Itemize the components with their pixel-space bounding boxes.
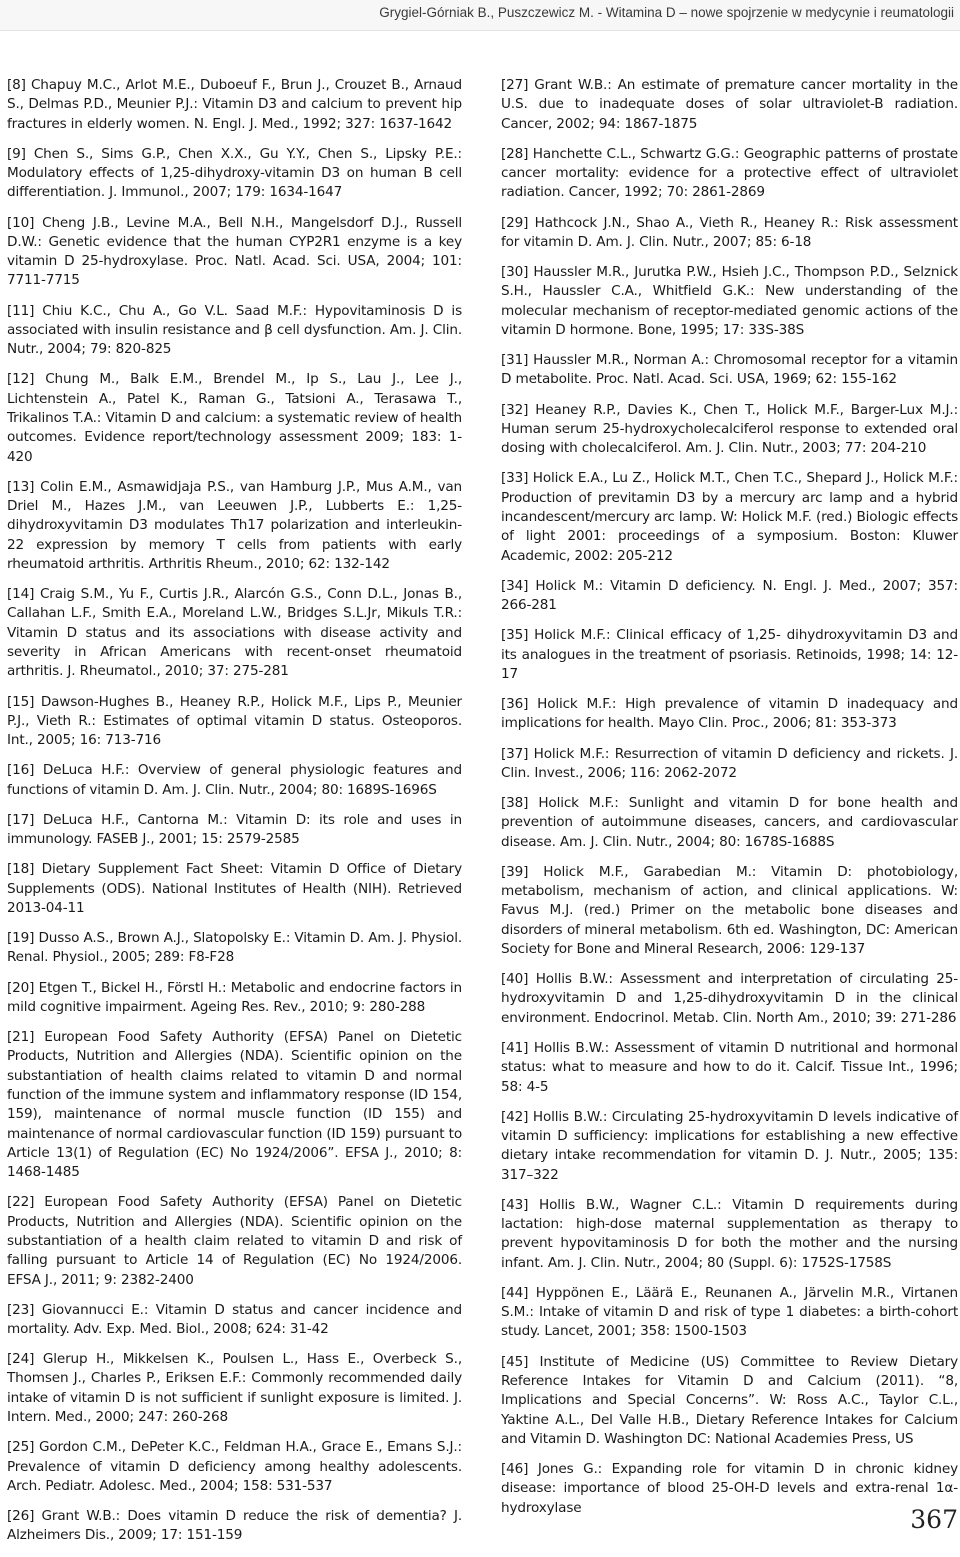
reference-item: [39] Holick M.F., Garabedian M.: Vitamin D: photobiology, metabolism, mechanism of action, and clinical applications. W: Favus M.J. (red.) Primer on the metabolic bone diseases and disorders of mineral metabolism. 6th ed. Washington, DC: American Society for Bone and Mineral Research, 2006: 129-137: [501, 863, 958, 957]
reference-item: [18] Dietary Supplement Fact Sheet: Vitamin D Office of Dietary Supplements (ODS). National Institutes of Health (NIH). Retrieved 2013-04-11: [7, 861, 462, 916]
reference-item: [35] Holick M.F.: Clinical efficacy of 1,25- dihydroxyvitamin D3 and its analogues in the treatment of psoriasis. Retinoids, 1998; 14: 12-17: [501, 627, 958, 682]
reference-item: [33] Holick E.A., Lu Z., Holick M.T., Chen T.C., Shepard J., Holick M.F.: Production of previtamin D3 by a mercury arc lamp and a hybrid incandescent/mercury arc lamp. W: Holick M.F. (red.) Biologic effects of light 2001: proceedings of a symposium. Boston: Kluwer Academic, 2002: 205-212: [501, 470, 958, 564]
reference-item: [14] Craig S.M., Yu F., Curtis J.R., Alarcón G.S., Conn D.L., Jonas B., Callahan L.F., Smith E.A., Moreland L.W., Bridges S.L.Jr, Mikuls T.R.: Vitamin D status and its associations with disease activity and severity in African Americans with recent-onset rheumatoid arthritis. J. Rheumatol., 2010; 37: 275-281: [7, 586, 462, 680]
references-column-right: [501, 76, 958, 1529]
reference-item: [45] Institute of Medicine (US) Committee to Review Dietary Reference Intakes for Vitamin D and Calcium (2011). “8, Implications and Special Concerns”. W: Ross A.C., Taylor C.L., Yaktine A.L., Del Valle H.B., Dietary Reference Intakes for Calcium and Vitamin D. Washington DC: National Academies Press, US: [501, 1353, 958, 1447]
reference-item: [37] Holick M.F.: Resurrection of vitamin D deficiency and rickets. J. Clin. Invest., 2006; 116: 2062-2072: [501, 745, 958, 781]
reference-item: [41] Hollis B.W.: Assessment of vitamin D nutritional and hormonal status: what to measure and how to do it. Calcif. Tissue Int., 1996; 58: 4-5: [501, 1039, 958, 1095]
reference-item: [42] Hollis B.W.: Circulating 25-hydroxyvitamin D levels indicative of vitamin D sufficiency: implications for establishing a new effective dietary intake recommendation for vitamin D. J. Nutr., 2005; 135: 317–322: [501, 1108, 958, 1183]
references-column-left: [7, 76, 462, 1557]
reference-item: [23] Giovannucci E.: Vitamin D status and cancer incidence and mortality. Adv. Exp. Med. Biol., 2008; 624: 31-42: [7, 1301, 462, 1337]
reference-item: [10] Cheng J.B., Levine M.A., Bell N.H., Mangelsdorf D.J., Russell D.W.: Genetic evidence that the human CYP2R1 enzyme is a key vitamin D 25-hydroxylase. Proc. Natl. Acad. Sci. USA, 2004; 101: 7711-7715: [7, 214, 462, 289]
reference-item: [25] Gordon C.M., DePeter K.C., Feldman H.A., Grace E., Emans S.J.: Prevalence of vitamin D deficiency among healthy adolescents. Arch. Pediatr. Adolesc. Med., 2004; 158: 531-537: [7, 1439, 462, 1494]
reference-item: [13] Colin E.M., Asmawidjaja P.S., van Hamburg J.P., Mus A.M., van Driel M., Hazes J.M., van Leeuwen J.P., Lubberts E.: 1,25-dihydroxyvitamin D3 modulates Th17 polarization and interleukin-22 expression by memory T cells from patients with early rheumatoid arthritis. Arthritis Rheum., 2010; 62: 132-142: [7, 478, 462, 572]
reference-item: [38] Holick M.F.: Sunlight and vitamin D for bone health and prevention of autoimmune diseases, cancers, and cardiovascular disease. Am. J. Clin. Nutr., 2004; 80: 1678S-1688S: [501, 795, 958, 850]
reference-item: [22] European Food Safety Authority (EFSA) Panel on Dietetic Products, Nutrition and Allergies (NDA). Scientific opinion on the substantiation of a health claim related to vitamin D and risk of falling pursuant to Article 14 of Regulation (EC) No 1924/2006. EFSA J., 2011; 9: 2382-2400: [7, 1194, 462, 1288]
reference-item: [40] Hollis B.W.: Assessment and interpretation of circulating 25-hydroxyvitamin D and 1,25-dihydroxyvitamin D in the clinical environment. Endocrinol. Metab. Clin. North Am., 2010; 39: 271-286: [501, 971, 958, 1026]
reference-item: [24] Glerup H., Mikkelsen K., Poulsen L., Hass E., Overbeck S., Thomsen J., Charles P., Eriksen E.F.: Commonly recommended daily intake of vitamin D is not sufficient if sunlight exposure is limited. J. Intern. Med., 2000; 247: 260-268: [7, 1351, 462, 1426]
reference-item: [30] Haussler M.R., Jurutka P.W., Hsieh J.C., Thompson P.D., Selznick S.H., Haussler C.A., Whitfield G.K.: New understanding of the molecular mechanism of receptor-mediated genomic actions of the vitamin D hormone. Bone, 1995; 17: 33S-38S: [501, 264, 958, 338]
reference-item: [15] Dawson-Hughes B., Heaney R.P., Holick M.F., Lips P., Meunier P.J., Vieth R.: Estimates of optimal vitamin D status. Osteoporos. Int., 2005; 16: 713-716: [7, 693, 462, 749]
reference-item: [28] Hanchette C.L., Schwartz G.G.: Geographic patterns of prostate cancer mortality: evidence for a protective effect of ultraviolet radiation. Cancer, 1992; 70: 2861-2869: [501, 145, 958, 201]
reference-item: [17] DeLuca H.F., Cantorna M.: Vitamin D: its role and uses in immunology. FASEB J., 2001; 15: 2579-2585: [7, 811, 462, 848]
reference-item: [20] Etgen T., Bickel H., Förstl H.: Metabolic and endocrine factors in mild cognitive impairment. Ageing Res. Rev., 2010; 9: 280-288: [7, 979, 462, 1015]
reference-item: [12] Chung M., Balk E.M., Brendel M., Ip S., Lau J., Lee J., Lichtenstein A., Patel K., Raman G., Tatsioni A., Terasawa T., Trikalinos T.A.: Vitamin D and calcium: a systematic review of health outcomes. Evidence report/technology assessment 2009; 183: 1-420: [7, 371, 462, 465]
reference-item: [26] Grant W.B.: Does vitamin D reduce the risk of dementia? J. Alzheimers Dis., 2009; 17: 151-159: [7, 1508, 462, 1544]
reference-item: [9] Chen S., Sims G.P., Chen X.X., Gu Y.Y., Chen S., Lipsky P.E.: Modulatory effects of 1,25-dihydroxy-vitamin D3 on human B cell differentiation. J. Immunol., 2007; 179: 1634-1647: [7, 145, 462, 201]
page-number: 367: [910, 1505, 958, 1534]
reference-item: [44] Hyppönen E., Läärä E., Reunanen A., Järvelin M.R., Virtanen S.M.: Intake of vitamin D and risk of type 1 diabetes: a birth-cohort study. Lancet, 2001; 358: 1500-1503: [501, 1284, 958, 1340]
reference-item: [16] DeLuca H.F.: Overview of general physiologic features and functions of vitamin D. Am. J. Clin. Nutr., 2004; 80: 1689S-1696S: [7, 762, 462, 798]
reference-item: [31] Haussler M.R., Norman A.: Chromosomal receptor for a vitamin D metabolite. Proc. Natl. Acad. Sci. USA, 1969; 62: 155-162: [501, 352, 958, 388]
reference-item: [19] Dusso A.S., Brown A.J., Slatopolsky E.: Vitamin D. Am. J. Physiol. Renal. Physiol., 2005; 289: F8-F28: [7, 930, 462, 966]
reference-item: [27] Grant W.B.: An estimate of premature cancer mortality in the U.S. due to inadequate doses of solar ultraviolet-B radiation. Cancer, 2002; 94: 1867-1875: [501, 77, 958, 132]
reference-item: [34] Holick M.: Vitamin D deficiency. N. Engl. J. Med., 2007; 357: 266-281: [501, 577, 958, 614]
reference-item: [32] Heaney R.P., Davies K., Chen T., Holick M.F., Barger-Lux M.J.: Human serum 25-hydroxycholecalciferol response to extended oral dosing with cholecalciferol. Am. J. Clin. Nutr., 2003; 77: 204-210: [501, 401, 958, 457]
reference-item: [46] Jones G.: Expanding role for vitamin D in chronic kidney disease: importance of blood 25-OH-D levels and extra-renal 1α-hydroxylase: [501, 1461, 958, 1516]
running-title: Grygiel-Górniak B., Puszczewicz M. - Witamina D – nowe spojrzenie w medycynie i reumatologii: [379, 5, 954, 20]
reference-item: [21] European Food Safety Authority (EFSA) Panel on Dietetic Products, Nutrition and Allergies (NDA). Scientific opinion on the substantiation of health claims related to vitamin D and normal function of the immune system and inflammatory response (ID 154, 159), maintenance of normal muscle function (ID 155) and maintenance of normal cardiovascular function (ID 159) pursuant to Article 13(1) of Regulation (EC) No 1924/2006”. EFSA J., 2010; 8: 1468-1485: [7, 1029, 462, 1181]
running-header: [0, 0, 960, 31]
reference-item: [36] Holick M.F.: High prevalence of vitamin D inadequacy and implications for health. Mayo Clin. Proc., 2006; 81: 353-373: [501, 696, 958, 732]
reference-item: [8] Chapuy M.C., Arlot M.E., Duboeuf F., Brun J., Crouzet B., Arnaud S., Delmas P.D., Meunier P.J.: Vitamin D3 and calcium to prevent hip fractures in elderly women. N. Engl. J. Med., 1992; 327: 1637-1642: [7, 77, 462, 132]
reference-item: [43] Hollis B.W., Wagner C.L.: Vitamin D requirements during lactation: high-dose maternal supplementation as therapy to prevent hypovitaminosis D for both the mother and the nursing infant. Am. J. Clin. Nutr., 2004; 80 (Suppl. 6): 1752S-1758S: [501, 1196, 958, 1271]
reference-item: [11] Chiu K.C., Chu A., Go V.L. Saad M.F.: Hypovitaminosis D is associated with insulin resistance and β cell dysfunction. Am. J. Clin. Nutr., 2004; 79: 820-825: [7, 302, 462, 358]
reference-item: [29] Hathcock J.N., Shao A., Vieth R., Heaney R.: Risk assessment for vitamin D. Am. J. Clin. Nutr., 2007; 85: 6-18: [501, 214, 958, 250]
